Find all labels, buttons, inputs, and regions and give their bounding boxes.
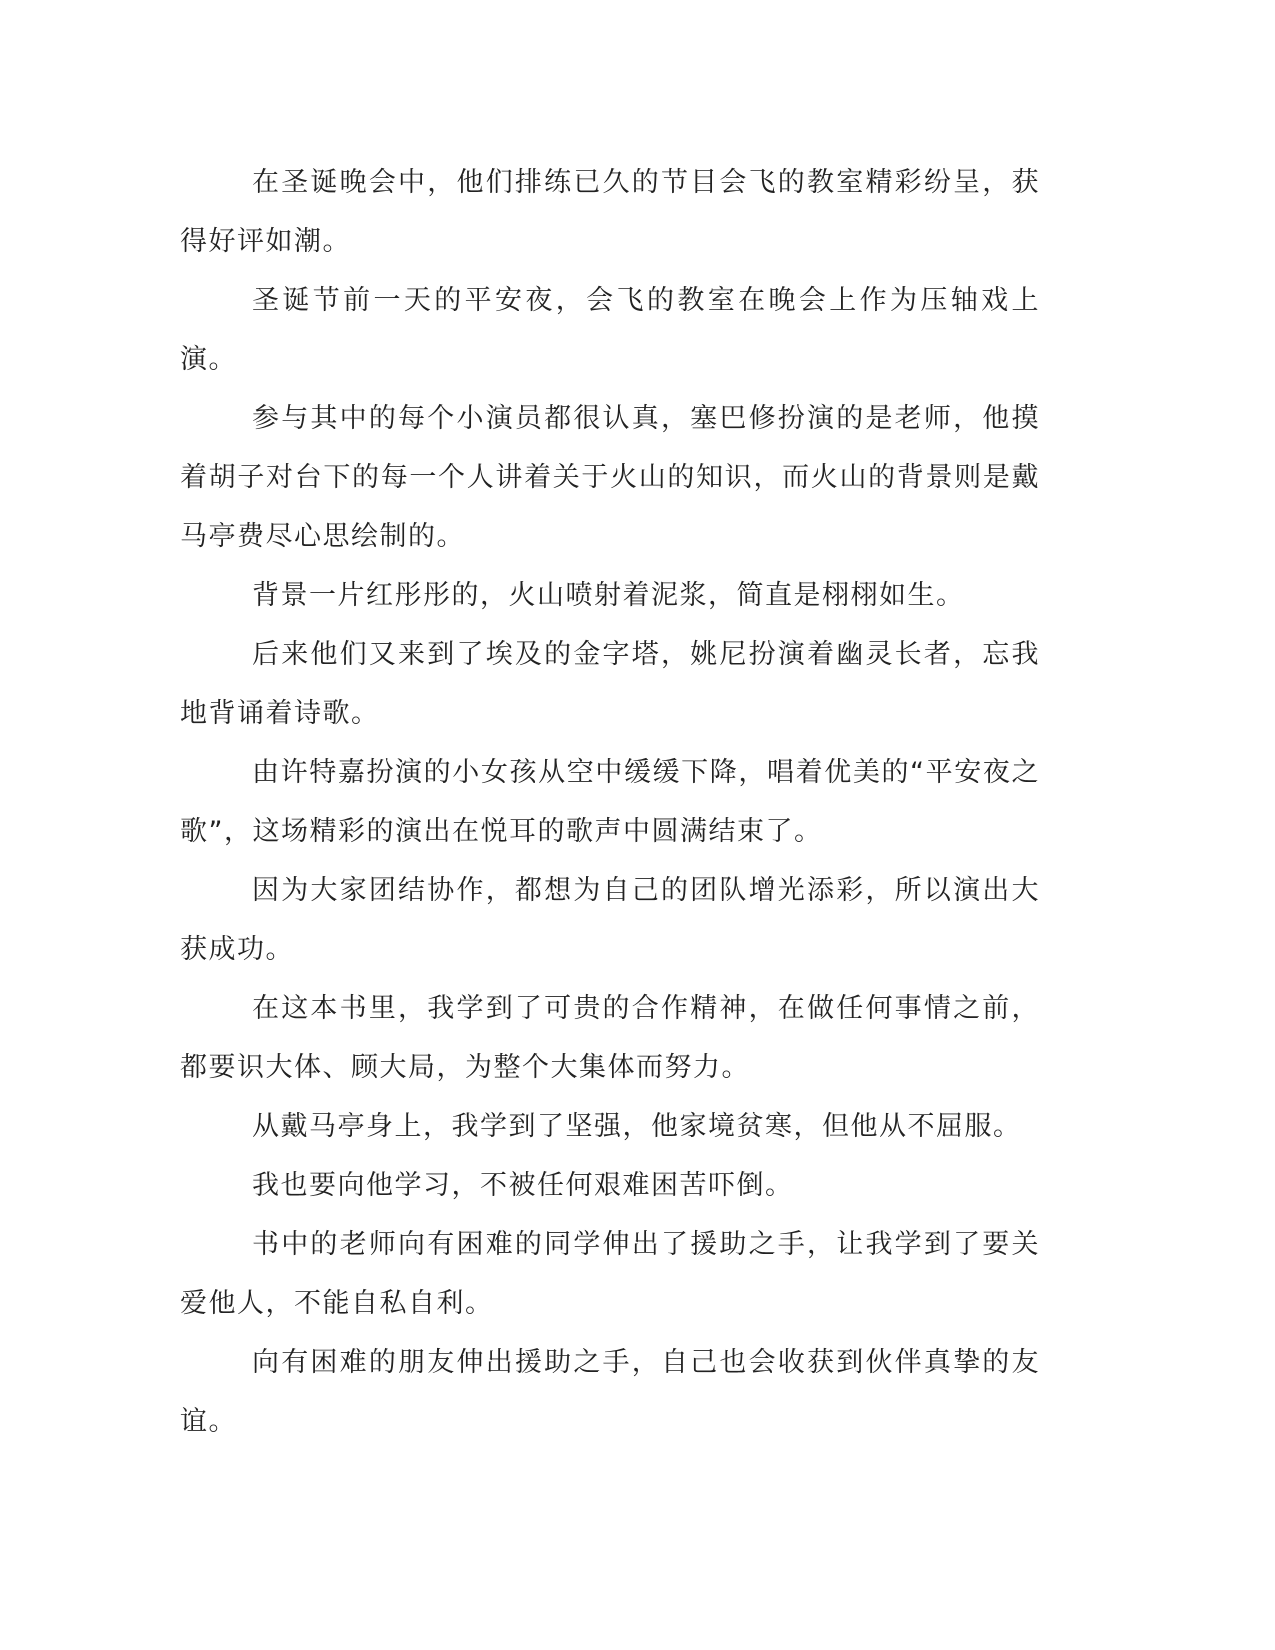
paragraph: 书中的老师向有困难的同学伸出了援助之手，让我学到了要关爱他人，不能自私自利。 [180, 1229, 1040, 1319]
paragraph: 从戴马亭身上，我学到了坚强，他家境贫寒，但他从不屈服。 [252, 1111, 1022, 1142]
paragraph: 参与其中的每个小演员都很认真，塞巴修扮演的是老师，他摸着胡子对台下的每一个人讲着关于火山的知识，而火山的背景则是戴马亭费尽心思绘制的。 [180, 403, 1040, 552]
document-body [180, 153, 1040, 1451]
paragraph: 圣诞节前一天的平安夜，会飞的教室在晚会上作为压轴戏上演。 [180, 285, 1040, 375]
paragraph: 向有困难的朋友伸出援助之手，自己也会收获到伙伴真挚的友谊。 [180, 1347, 1040, 1437]
paragraph: 后来他们又来到了埃及的金字塔，姚尼扮演着幽灵长者，忘我地背诵着诗歌。 [180, 639, 1040, 729]
paragraph: 因为大家团结协作，都想为自己的团队增光添彩，所以演出大获成功。 [180, 875, 1040, 965]
paragraph: 我也要向他学习，不被任何艰难困苦吓倒。 [252, 1170, 794, 1201]
paragraph: 在这本书里，我学到了可贵的合作精神，在做任何事情之前，都要识大体、顾大局，为整个大集体而努力。 [180, 993, 1040, 1083]
paragraph: 背景一片红彤彤的，火山喷射着泥浆，简直是栩栩如生。 [252, 580, 965, 611]
paragraph: 在圣诞晚会中，他们排练已久的节目会飞的教室精彩纷呈，获得好评如潮。 [180, 167, 1040, 257]
paragraph: 由许特嘉扮演的小女孩从空中缓缓下降，唱着优美的“平安夜之歌”，这场精彩的演出在悦耳的歌声中圆满结束了。 [180, 757, 1040, 847]
